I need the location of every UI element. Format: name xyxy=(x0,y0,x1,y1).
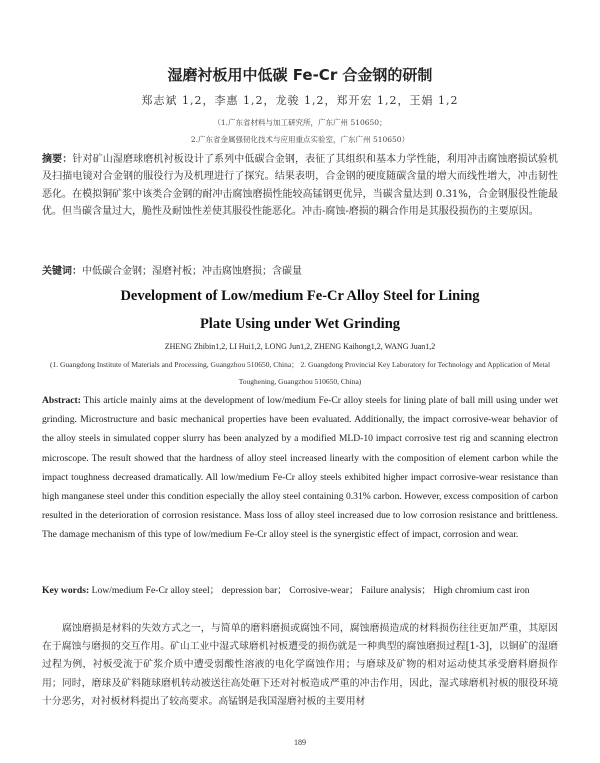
chinese-affiliation-1: （1.广东省材料与加工研究所，广东广州 510650； xyxy=(213,118,387,127)
chinese-keywords-label: 关键词： xyxy=(42,266,82,277)
chinese-abstract-text: 针对矿山湿磨球磨机衬板设计了系列中低碳合金钢，表征了其组织和基本力学性能，利用冲击腐蚀磨损试验机及扫描电镜对合金钢的服役行为及机理进行了探究。结果表明，合金钢的硬度随碳含量的增大而线性增大，冲击韧性恶化。在模拟铜矿浆中该类合金钢的耐冲击腐蚀磨损性能较高锰钢更优异，当碳含量达到 0.31%，合金钢服役性能最优。但当碳含量过大，脆性及耐蚀性差使其服役性能恶化。冲击-腐蚀-磨损的耦合作用是其服役损伤的主要原因。 xyxy=(42,154,559,218)
english-keywords-label: Key words: xyxy=(42,585,90,596)
english-title-line-1: Development of Low/medium Fe-Cr Alloy Steel for Lining xyxy=(120,288,480,304)
chinese-keywords-text: 中低碳合金钢；湿磨衬板；冲击腐蚀磨损；含碳量 xyxy=(82,266,302,277)
chinese-authors: 郑志斌 1,2，李惠 1,2，龙骏 1,2，郑开宏 1,2，王娟 1,2 xyxy=(141,94,459,107)
english-abstract xyxy=(42,391,558,545)
english-keywords xyxy=(42,581,558,600)
english-title-line-2: Plate Using under Wet Grinding xyxy=(199,316,401,332)
chinese-abstract-label: 摘要： xyxy=(42,154,73,165)
english-abstract-text: This article mainly aims at the development of low/medium Fe-Cr alloy steels for lining plate of ball mill using under wet grinding. Microstructure and basic mechanical properties have been evaluated. Additionally, the impact corrosive-wear behavior of the alloy steels in simulated copper slurry has been analyzed by a modified MLD-10 impact corrosive test rig and scanning electron microscope. The result showed that the hardness of alloy steel increased linearly with the composition of element carbon while the impact toughness decreased dramatically. All low/medium Fe-Cr alloy steels exhibited higher impact corrosive-wear resistance than high manganese steel under this condition especially the alloy steel containing 0.31% carbon. However, excess composition of carbon resulted in the deterioration of corrosion resistance. Mass loss of alloy steel increased due to low corrosion resistance and brittleness. The damage mechanism of this type of low/medium Fe-Cr alloy steel is the synergistic effect of impact, corrosion and wear. xyxy=(42,395,558,541)
chinese-keywords xyxy=(42,263,558,280)
english-authors: ZHENG Zhibin1,2, LI Hui1,2, LONG Jun1,2, ZHENG Kaihong1,2, WANG Juan1,2 xyxy=(164,342,436,351)
chinese-title: 湿磨衬板用中低碳 Fe-Cr 合金钢的研制 xyxy=(167,66,433,84)
english-abstract-label: Abstract: xyxy=(42,395,81,406)
english-affiliation: (1. Guangdong Institute of Materials and Processing, Guangzhou 510650, China； 2. Guangdong Provincial Key Laboratory for Technology and Application of Metal Toughening, Guangzhou 510650, China) xyxy=(49,360,551,386)
chinese-abstract xyxy=(42,151,558,221)
body-paragraph: 腐蚀磨损是材料的失效方式之一，与简单的磨料磨损或腐蚀不同，腐蚀磨损造成的材料损伤往往更加严重，其原因在于腐蚀与磨损的交互作用。矿山工业中湿式球磨机衬板遭受的损伤就是一种典型的腐蚀磨损过程[1-3]，以铜矿的湿磨过程为例，衬板受流于矿浆介质中遭受弱酸性溶液的电化学腐蚀作用；与磨球及矿物的相对运动使其承受磨料磨损作用；同时，磨球及矿料随球磨机转动被送往高处砸下还对衬板造成严重的冲击作用，因此，湿式球磨机衬板的服役环境十分恶劣，对衬板材料提出了较高要求。高锰钢是我国湿磨衬板的主要用材 xyxy=(42,623,558,707)
english-keywords-text: Low/medium Fe-Cr alloy steel； depression bar； Corrosive-wear； Failure analysis； High chromium cast iron xyxy=(91,585,530,596)
chinese-affiliation-2: 2.广东省金属强韧化技术与应用重点实验室，广东广州 510650） xyxy=(190,135,410,144)
page-number: 189 xyxy=(294,738,306,747)
